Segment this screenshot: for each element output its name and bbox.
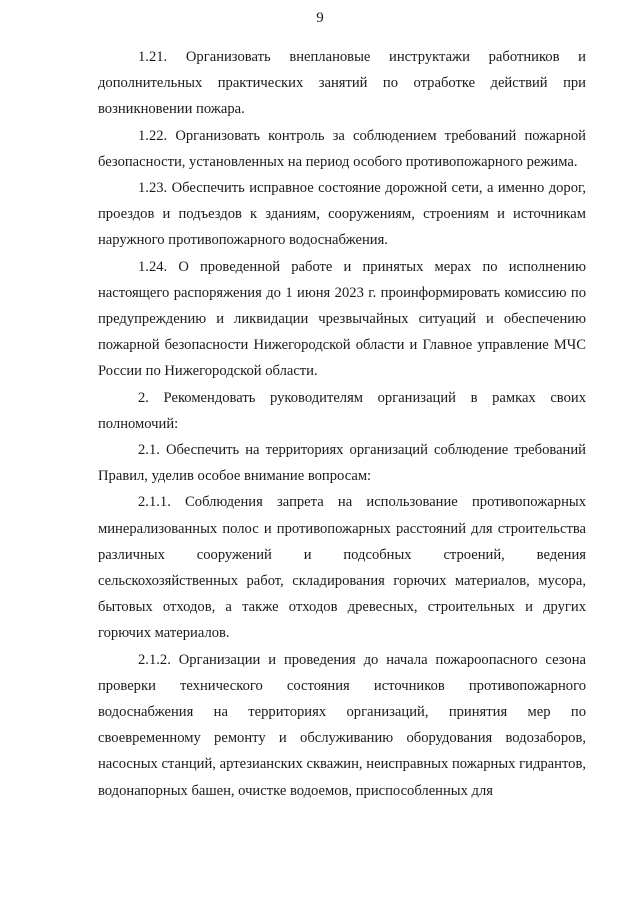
paragraph-1-24: 1.24. О проведенной работе и принятых мерах по исполнению настоящего распоряжения до 1 июня 2023 г. проинформировать комиссию по предупреждению и ликвидации чрезвычайных ситуаций и обеспечению пожарной безопасности Нижегородской области и Главное управление МЧС России по Нижегородской области. — [98, 258, 586, 380]
paragraph-2-1-1: 2.1.1. Соблюдения запрета на использование противопожарных минерализованных полос и противопожарных расстояний для строительства различных сооружений и подсобных строений, ведения сельскохозяйственных работ, складирования горючих материалов, мусора, бытовых отходов, а также отходов древесных, строительных и других горючих материалов. — [98, 494, 586, 642]
page-number: 9 — [316, 10, 324, 26]
document-body — [98, 44, 586, 804]
paragraph-2: 2. Рекомендовать руководителям организаций в рамках своих полномочий: — [98, 389, 586, 432]
paragraph-1-22: 1.22. Организовать контроль за соблюдением требований пожарной безопасности, установленных на период особого противопожарного режима. — [98, 127, 586, 170]
paragraph-2-1-2: 2.1.2. Организации и проведения до начала пожароопасного сезона проверки технического состояния источников противопожарного водоснабжения на территориях организаций, принятия мер по своевременному ремонту и обслуживанию оборудования водозаборов, насосных станций, артезианских скважин, неисправных пожарных гидрантов, водонапорных башен, очистке водоемов, приспособленных для — [98, 651, 586, 799]
paragraph-1-23: 1.23. Обеспечить исправное состояние дорожной сети, а именно дорог, проездов и подъездов к зданиям, сооружениям, строениям и источникам наружного противопожарного водоснабжения. — [98, 180, 586, 249]
paragraph-1-21: 1.21. Организовать внеплановые инструктажи работников и дополнительных практических занятий по отработке действий при возникновении пожара. — [98, 49, 586, 118]
paragraph-2-1: 2.1. Обеспечить на территориях организаций соблюдение требований Правил, уделив особое внимание вопросам: — [98, 442, 586, 485]
